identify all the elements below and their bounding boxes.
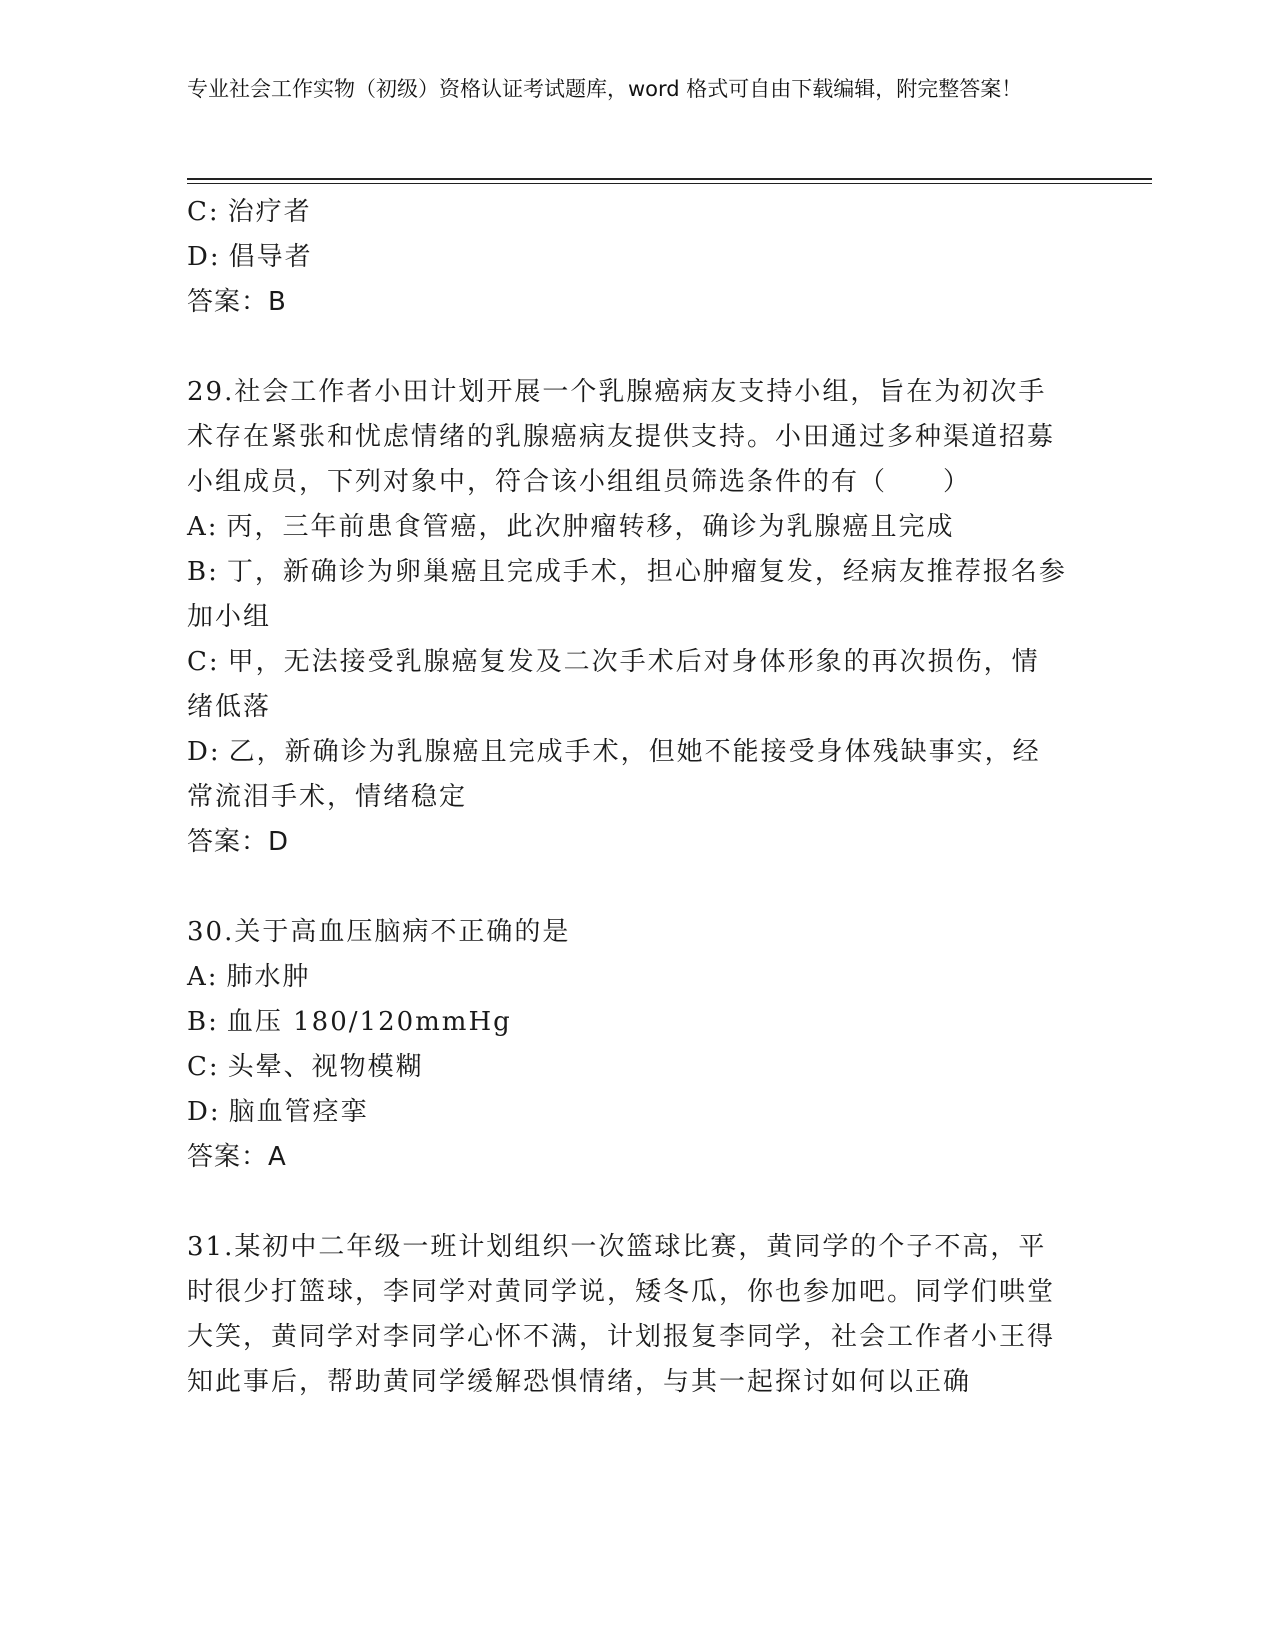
option-d [187, 235, 1067, 280]
option-d [187, 1090, 1067, 1135]
option-text: 头晕、视物模糊 [227, 1052, 424, 1082]
option-text: 脑血管痉挛 [228, 1097, 369, 1127]
option-key: D: [187, 242, 221, 272]
page-header: 专业社会工作实物（初级）资格认证考试题库，word 格式可自由下载编辑，附完整答案！ [187, 77, 1023, 101]
option-key: D: [187, 1097, 221, 1127]
option-key: C: [187, 647, 220, 677]
option-text: 甲，无法接受乳腺癌复发及二次手术后对身体形象的再次损伤，情绪低落 [187, 647, 1040, 722]
option-text: 丁，新确诊为卵巢癌且完成手术，担心肿瘤复发，经病友推荐报名参加小组 [187, 557, 1067, 632]
question-stem: 31.某初中二年级一班计划组织一次篮球比赛，黄同学的个子不高，平时很少打篮球，李同学对黄同学说，矮冬瓜，你也参加吧。同学们哄堂大笑，黄同学对李同学心怀不满，计划报复李同学，社会工作者小王得知此事后，帮助黄同学缓解恐惧情绪，与其一起探讨如何以正确 [187, 1232, 1056, 1397]
answer-line: 答案：A [187, 1142, 287, 1172]
question-stem: 29.社会工作者小田计划开展一个乳腺癌病友支持小组，旨在为初次手术存在紧张和忧虑情绪的乳腺癌病友提供支持。小田通过多种渠道招募小组成员，下列对象中，符合该小组组员筛选条件的有（ ） [187, 377, 1056, 497]
header-divider-thin [187, 183, 1152, 184]
option-a [187, 505, 1067, 550]
header-divider [187, 178, 1152, 180]
answer-line: 答案：B [187, 287, 287, 317]
document-body [187, 190, 1067, 1405]
option-d [187, 730, 1067, 820]
option-c [187, 1045, 1067, 1090]
option-a [187, 955, 1067, 1000]
option-text: 肺水肿 [226, 962, 311, 992]
answer-line: 答案：D [187, 827, 290, 857]
question-stem: 30.关于高血压脑病不正确的是 [187, 917, 571, 947]
option-key: A: [187, 962, 219, 992]
option-key: A: [187, 512, 219, 542]
option-key: D: [187, 737, 221, 767]
option-text: 倡导者 [228, 242, 313, 272]
option-key: B: [187, 1007, 219, 1037]
option-text: 血压 180/120mmHg [226, 1007, 512, 1037]
option-b [187, 550, 1067, 640]
option-text: 乙，新确诊为乳腺癌且完成手术，但她不能接受身体残缺事实，经常流泪手术，情绪稳定 [187, 737, 1041, 812]
option-b [187, 1000, 1067, 1045]
option-c [187, 190, 1067, 235]
option-key: C: [187, 1052, 220, 1082]
option-text: 治疗者 [227, 197, 312, 227]
option-text: 丙，三年前患食管癌，此次肿瘤转移，确诊为乳腺癌且完成 [226, 512, 955, 542]
option-key: B: [187, 557, 219, 587]
option-c [187, 640, 1067, 730]
option-key: C: [187, 197, 220, 227]
